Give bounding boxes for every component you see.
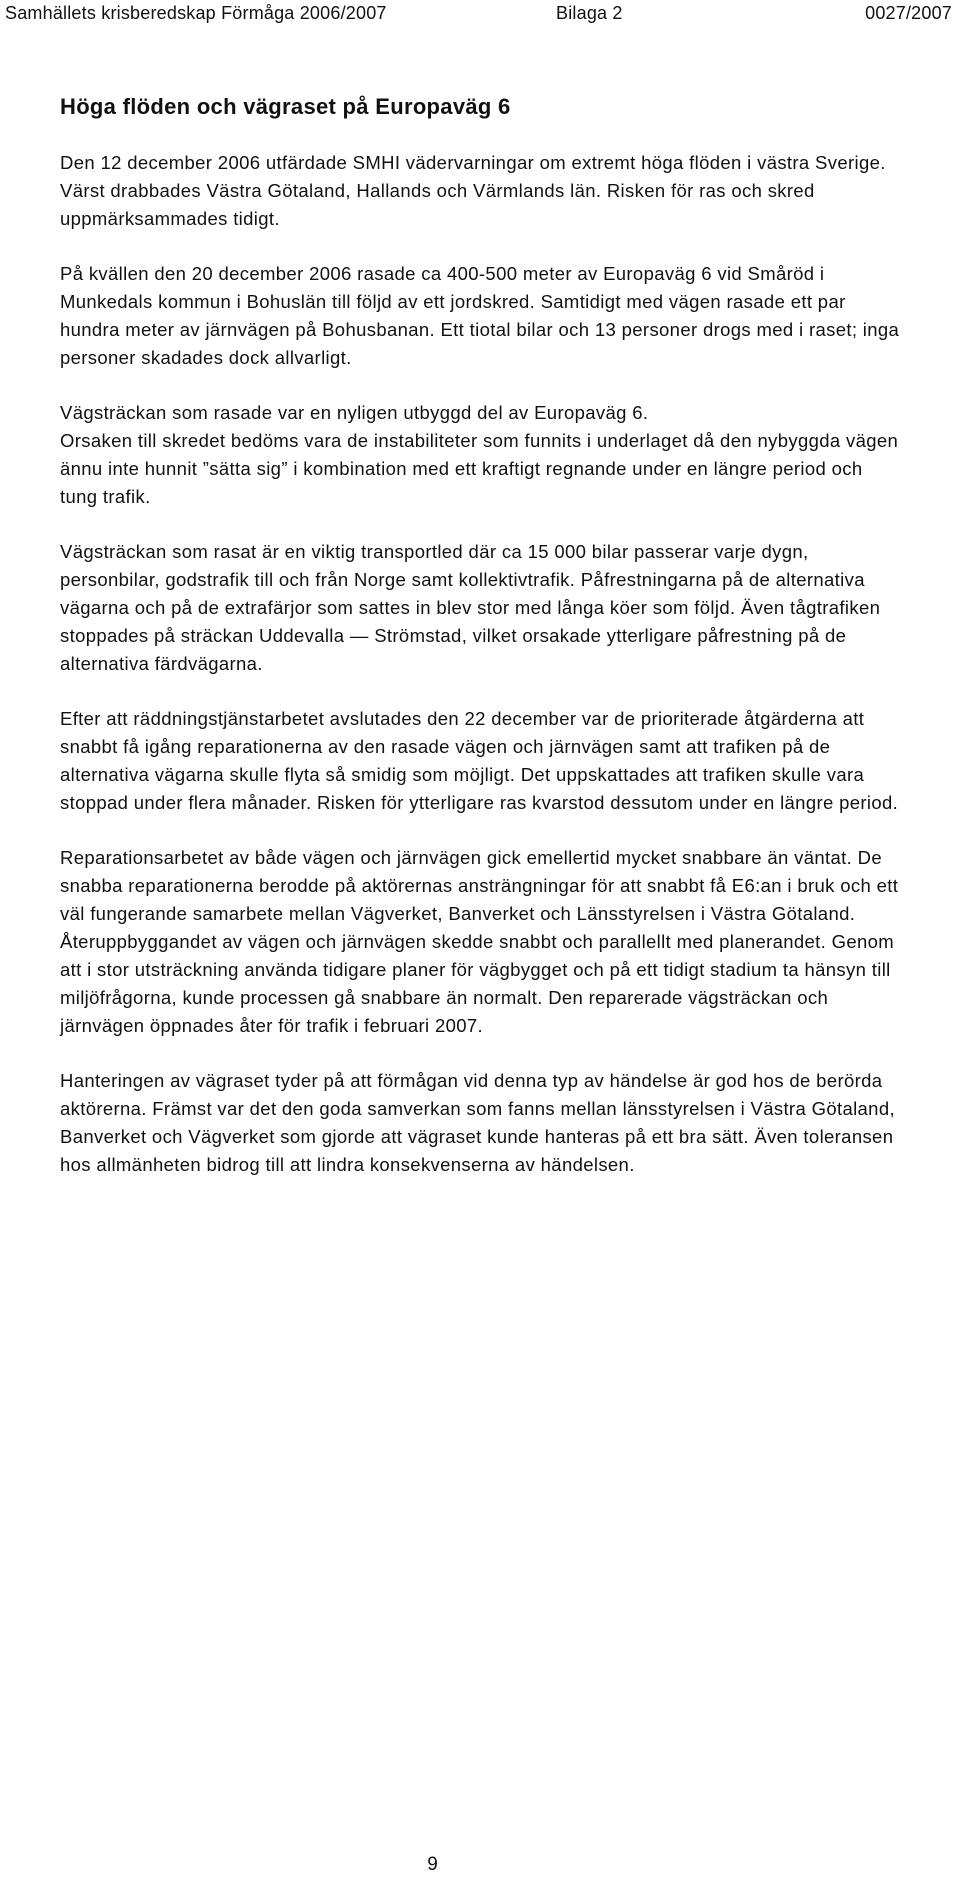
paragraph-cause: Orsaken till skredet bedöms vara de instabiliteter som funnits i underlaget då den nybyggda vägen ännu inte hunnit ”sätta sig” i kombination med ett kraftigt regnande under en längre period och tung trafik. bbox=[60, 430, 899, 507]
header-report-title: Samhällets krisberedskap Förmåga 2006/2007 bbox=[5, 3, 387, 23]
paragraph-assessment: Hanteringen av vägraset tyder på att förmågan vid denna typ av händelse är god hos de berörda aktörerna. Främst var det den goda samverkan som fanns mellan länsstyrelsen i Västra Götaland, Banverket och Vägverket som gjorde att vägraset kunde hanteras på ett bra sätt. Även toleransen hos allmänheten bidrog till att lindra konsekvenserna av händelsen. bbox=[60, 1070, 895, 1175]
paragraph-priorities: Efter att räddningstjänstarbetet avslutades den 22 december var de prioriterade åtgärderna att snabbt få igång reparationerna av den rasade vägen och järnvägen samt att trafiken på de alternativa vägarna skulle flyta så smidig som möjligt. Det uppskattades att trafiken skulle vara stoppad under flera månader. Risken för ytterligare ras kvarstod dessutom under en längre period. bbox=[60, 708, 899, 813]
section-title: Höga flöden och vägraset på Europaväg 6 bbox=[60, 94, 511, 119]
page-header bbox=[0, 0, 960, 38]
paragraph-traffic-impact: Vägsträckan som rasat är en viktig transportled där ca 15 000 bilar passerar varje dygn, personbilar, godstrafik till och från Norge samt kollektivtrafik. Påfrestningarna på de alternativa vägarna och på de extrafärjor som sattes in blev stor med långa köer som följd. Även tågtrafiken stoppades på sträckan Uddevalla — Strömstad, vilket orsakade ytterligare påfrestning på de alternativa färdvägarna. bbox=[60, 541, 881, 674]
paragraph-road-section: Vägsträckan som rasade var en nyligen utbyggd del av Europaväg 6. bbox=[60, 402, 649, 423]
paragraph-landslide-event: På kvällen den 20 december 2006 rasade ca 400-500 meter av Europaväg 6 vid Småröd i Munkedals kommun i Bohuslän till följd av ett jordskred. Samtidigt med vägen rasade ett par hundra meter av järnvägen på Bohusbanan. Ett tiotal bilar och 13 personer drogs med i raset; inga personer skadades dock allvarligt. bbox=[60, 263, 900, 368]
paragraph-smhi-warning: Den 12 december 2006 utfärdade SMHI vädervarningar om extremt höga flöden i västra Sverige. Värst drabbades Västra Götaland, Hallands och Värmlands län. Risken för ras och skred uppmärksammades tidigt. bbox=[60, 152, 886, 229]
header-document-number: 0027/2007 bbox=[865, 3, 952, 23]
paragraph-repair-work: Reparationsarbetet av både vägen och järnvägen gick emellertid mycket snabbare än väntat. De snabba reparationerna berodde på aktörernas ansträngningar för att snabbt få E6:an i bruk och ett väl fungerande samarbete mellan Vägverket, Banverket och Länsstyrelsen i Västra Götaland. Återuppbyggandet av vägen och järnvägen skedde snabbt och parallellt med planerandet. Genom att i stor utsträckning använda tidigare planer för vägbygget och på ett tidigt stadium ta hänsyn till miljöfrågorna, kunde processen gå snabbare än normalt. Den reparerade vägsträckan och järnvägen öppnades åter för trafik i februari 2007. bbox=[60, 847, 899, 1036]
document-body bbox=[60, 92, 905, 1206]
page-number: 9 bbox=[427, 1854, 438, 1875]
header-appendix-label: Bilaga 2 bbox=[556, 3, 623, 23]
